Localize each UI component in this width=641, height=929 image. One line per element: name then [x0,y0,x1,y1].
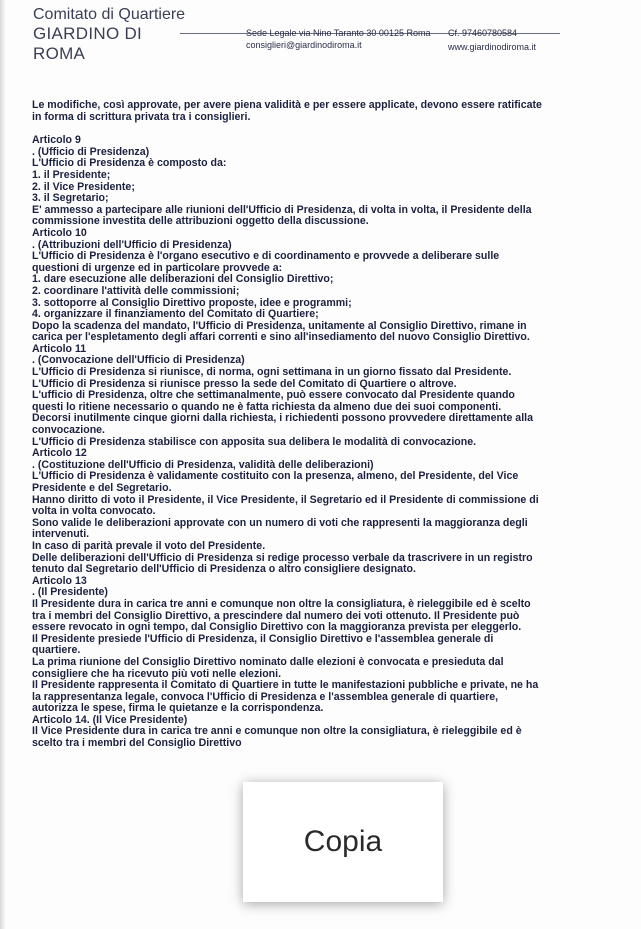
copy-stamp [243,782,443,902]
body-line: quartiere. [32,644,81,657]
document-body [32,100,552,750]
body-line: consigliere che ha ricevuto più voti nelle elezioni. [32,667,282,680]
body-line: Il Vice Presidente dura in carica tre anni e comunque non oltre la consigliatura, è rieleggibile ed è [32,725,522,738]
body-line: . (Il Presidente) [32,586,108,599]
copy-stamp-label: Copia [303,825,383,858]
body-line: Articolo 9 [32,134,81,147]
body-line: 3. il Segretario; [32,192,109,205]
body-line: Dopo la scadenza del mandato, l'Ufficio di Presidenza, unitamente al Consiglio Direttivo, rimane in [32,319,527,332]
body-line: tra i membri del Consiglio Direttivo, a prescindere dal numero dei voti ottenuto. Il Presidente può [32,609,520,622]
body-line: 3. sottoporre al Consiglio Direttivo proposte, idee e programmi; [32,296,352,309]
paragraph-gap [32,123,552,135]
body-line: L'ufficio di Presidenza, oltre che settimanalmente, può essere convocato dal Presidente quando [32,389,515,402]
body-line: In caso di parità prevale il voto del Presidente. [32,539,266,552]
body-line: . (Ufficio di Presidenza) [32,145,150,158]
body-line: 1. dare esecuzione alle deliberazioni del Consiglio Direttivo; [32,273,334,286]
body-line: tenuto dal Segretario dell'Ufficio di Presidenza o altro consigliere designato. [32,563,416,576]
body-line: questioni di urgenze ed in particolare provvede a: [32,261,283,274]
body-line: Sono valide le deliberazioni approvate con un numero di voti che rappresenti la maggioranza degli [32,516,528,529]
body-line: carica per l'espletamento degli affari correnti e sino all'insediamento del nuovo Consiglio Direttivo. [32,331,530,344]
body-line: L'Ufficio di Presidenza si riunisce, di norma, ogni settimana in un giorno fissato dal Presidente. [32,366,512,379]
letterhead-subtitle: GIARDINO DI ROMA [33,24,143,63]
articles-text [32,135,552,749]
body-line: intervenuti. [32,528,90,541]
letterhead-tax-code: Cf. 97460780584 [448,28,518,38]
body-line: L'Ufficio di Presidenza è l'organo esecutivo e di coordinamento e provvede a deliberare sulle [32,250,500,263]
letterhead-email: consiglieri@giardinodiroma.it [246,40,362,50]
body-line: E' ammesso a partecipare alle riunioni dell'Ufficio di Presidenza, di volta in volta, il Presidente della [32,203,532,216]
scan-edge-shadow [0,0,6,929]
body-line: Articolo 10 [32,226,87,239]
body-line: Il Presidente presiede l'Ufficio di Presidenza, il Consiglio Direttivo e l'assemblea generale di [32,632,494,645]
body-line: . (Costituzione dell'Ufficio di Presidenza, validità delle deliberazioni) [32,458,374,471]
body-line: La prima riunione del Consiglio Direttivo nominato dalle elezioni è convocata e presieduta dal [32,655,504,668]
intro-line: Le modifiche, così approvate, per avere piena validità e per essere applicate, devono essere ratificate [32,99,542,111]
letterhead-title: Comitato di Quartiere [33,6,186,23]
body-line: L'Ufficio di Presidenza stabilisce con apposita sua delibera le modalità di convocazione. [32,435,477,448]
body-line: . (Convocazione dell'Ufficio di Presidenza) [32,354,245,367]
body-line: . (Attribuzioni dell'Ufficio di Presidenza) [32,238,232,251]
body-line: Delle deliberazioni dell'Ufficio di Presidenza si redige processo verbale da trascrivere in un registro [32,551,533,564]
body-line: Il Presidente rappresenta il Comitato di Quartiere in tutte le manifestazioni pubbliche e private, ne ha [32,679,539,692]
body-line: Articolo 13 [32,574,87,587]
letterhead-address: Sede Legale via Nino Taranto 30 00125 Roma [246,28,431,38]
letterhead-logo [33,6,193,64]
letterhead-website: www.giardinodiroma.it [448,42,537,52]
body-line: questi lo ritiene necessario o quando ne è fatta richiesta da almeno due dei suoi componenti. [32,400,502,413]
body-line: Presidente e del Segretario. [32,482,172,494]
body-line: autorizza le spese, firma le quietanze e la corrispondenza. [32,702,324,715]
body-line: la rappresentanza legale, convoca l'Ufficio di Presidenza e l'assemblea generale di quartiere, [32,690,499,703]
body-line: L'Ufficio di Presidenza si riunisce presso la sede del Comitato di Quartiere o altrove. [32,377,457,390]
body-line: Articolo 14. (Il Vice Presidente) [32,713,188,726]
body-line: 2. coordinare l'attività delle commissioni; [32,284,240,297]
body-line: 4. organizzare il finanziamento del Comitato di Quartiere; [32,308,319,321]
body-line: Articolo 12 [32,447,87,460]
body-line: L'Ufficio di Presidenza è composto da: [32,157,227,170]
body-line: commissione investita delle attribuzioni oggetto della discussione. [32,215,369,228]
body-line: 1. il Presidente; [32,168,111,181]
body-line: 2. il Vice Presidente; [32,180,135,193]
body-line: scelto tra i membri del Consiglio Direttivo [32,737,242,750]
body-line: Articolo 11 [32,342,87,355]
body-line: Decorsi inutilmente cinque giorni dalla richiesta, i richiedenti possono provvedere direttamente alla [32,412,533,425]
body-line: L'Ufficio di Presidenza è validamente costituito con la presenza, almeno, del Presidente, del Vice [32,470,519,483]
body-line: convocazione. [32,424,105,437]
body-line: volta in volta convocato. [32,505,156,518]
intro-line: in forma di scrittura privata tra i consiglieri. [32,110,251,123]
body-line: Hanno diritto di voto il Presidente, il Vice Presidente, il Segretario ed il Presidente di commissione di [32,493,539,506]
body-line: essere revocato in ogni tempo, dal Consiglio Direttivo con la maggioranza prevista per eleggerlo. [32,621,522,634]
body-line: Il Presidente dura in carica tre anni e comunque non oltre la consigliatura, è rieleggibile ed è scelto [32,597,531,610]
